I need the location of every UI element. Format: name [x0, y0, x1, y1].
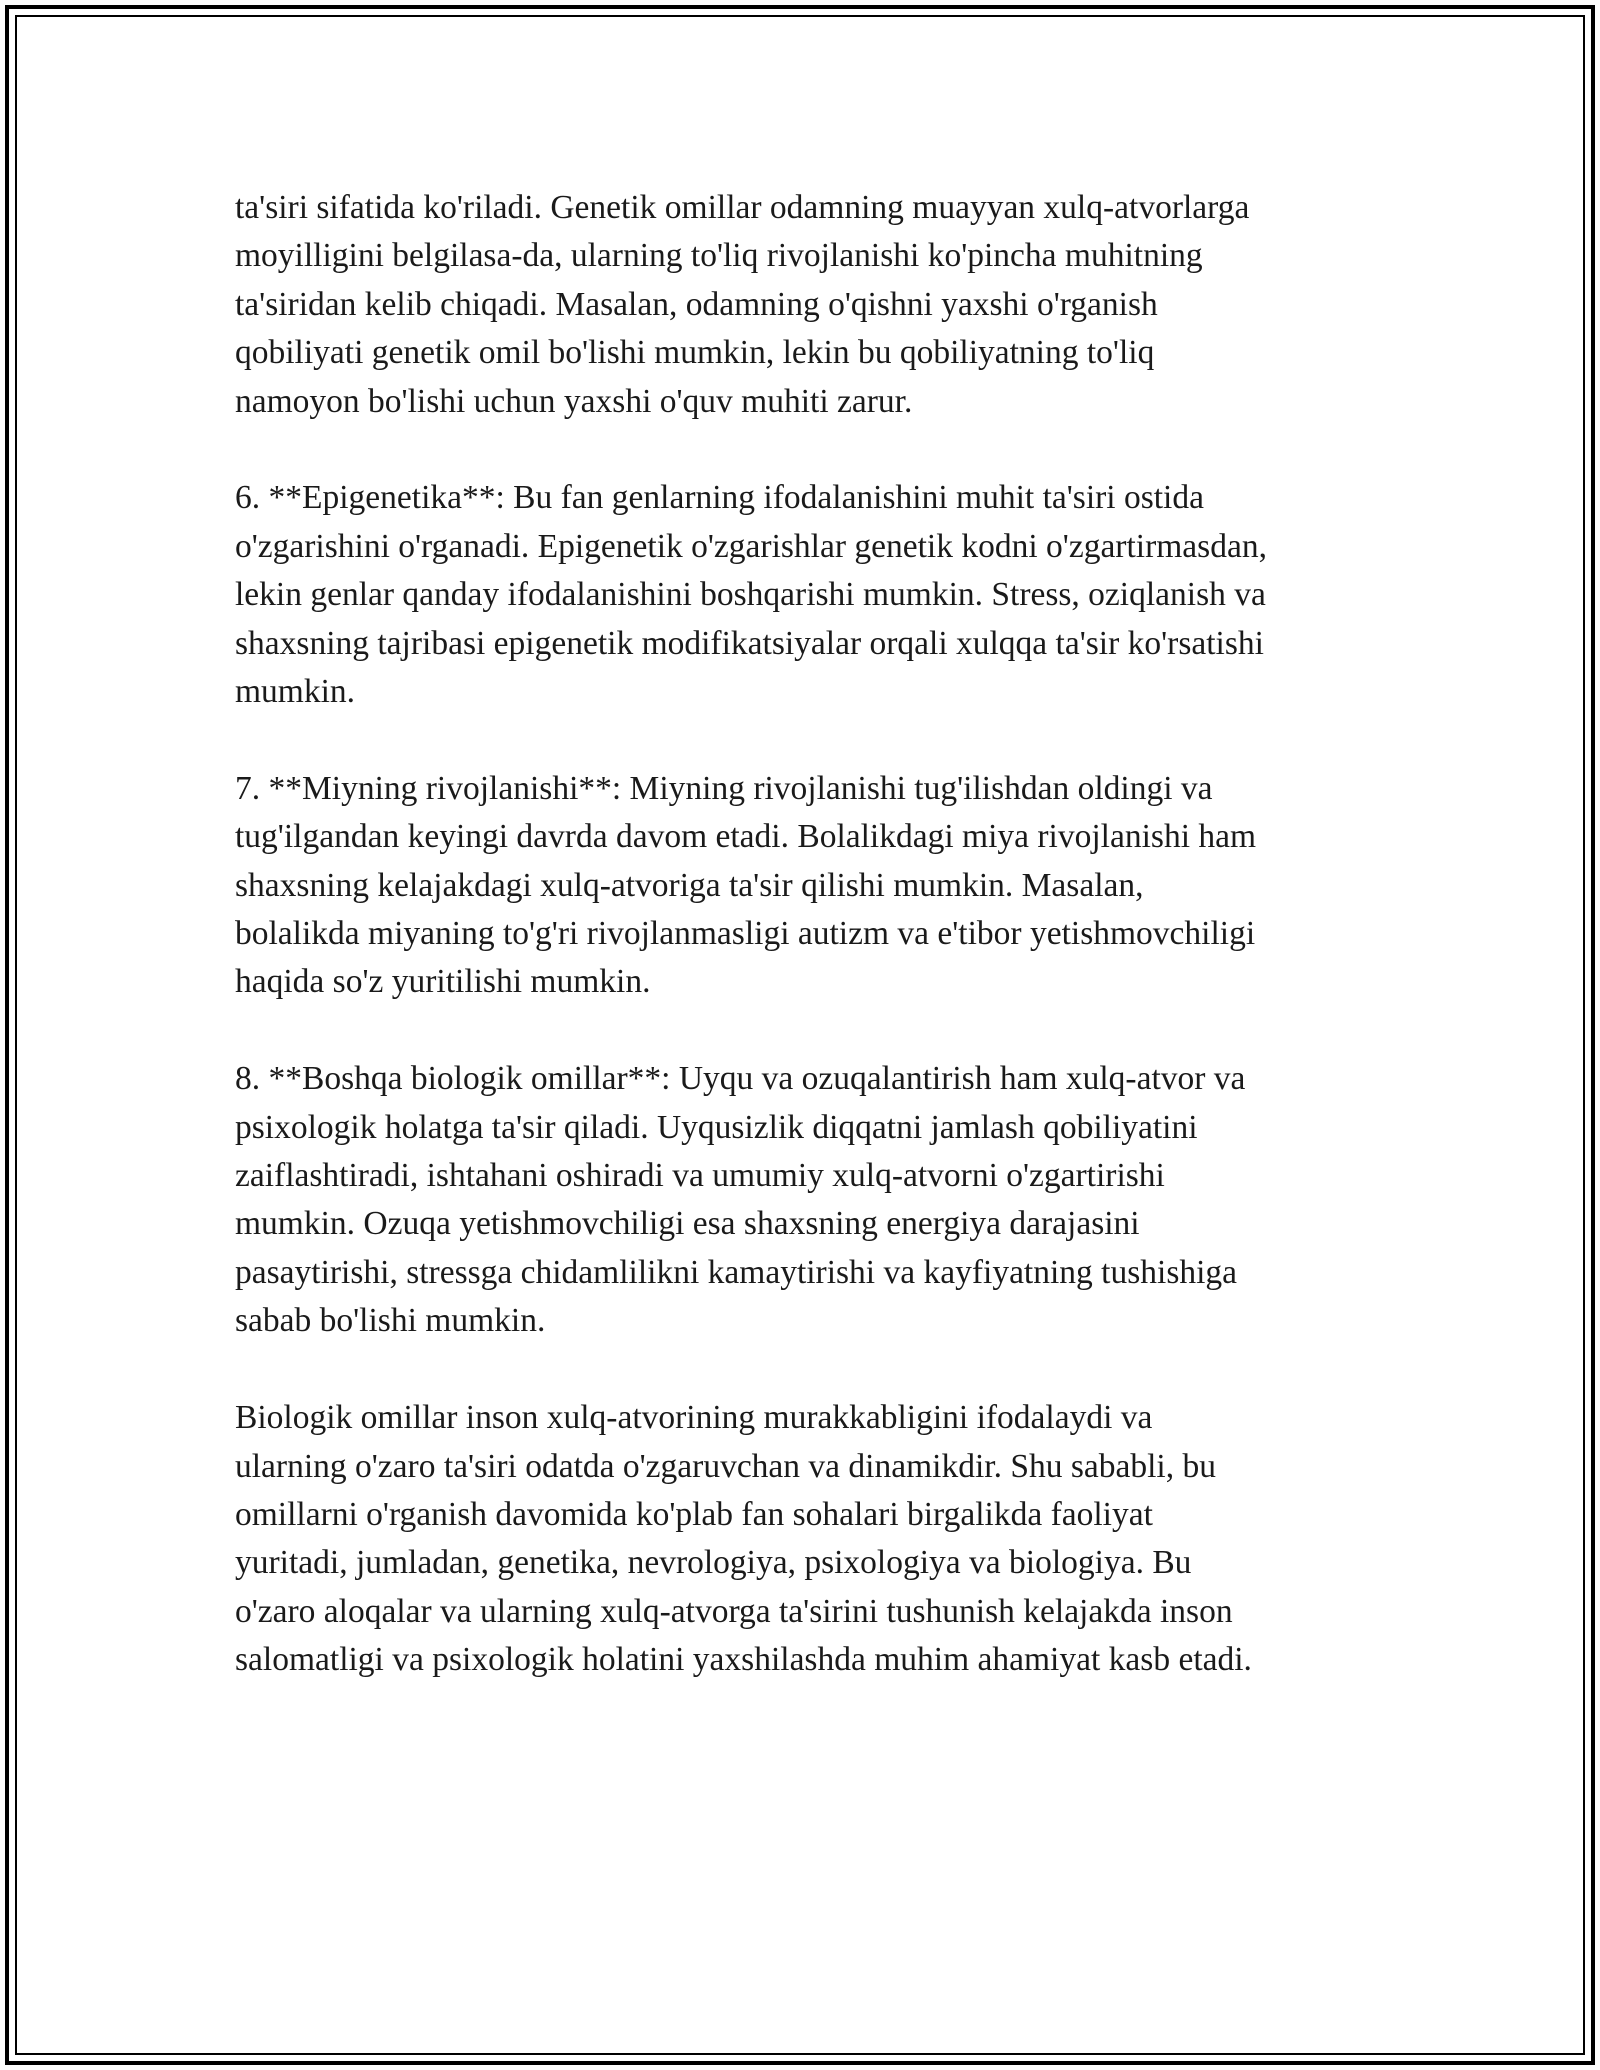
paragraph-boshqa-biologik-omillar: 8. **Boshqa biologik omillar**: Uyqu va ozuqalantirish ham xulq-atvor va psixologik holatga ta'sir qiladi. Uyqusizlik diqqatni jamlash qobiliyatini zaiflashtiradi, ishtahani oshiradi va umumiy xulq-atvorni o'zgartirishi mumkin. Ozuqa yetishmovchiligi esa shaxsning energiya darajasini pasaytirishi, stressga chidamlilikni kamaytirishi va kayfiyatning tushishiga sabab bo'lishi mumkin. [235, 1060, 1246, 1340]
paragraph-conclusion: Biologik omillar inson xulq-atvorining murakkabligini ifodalaydi va ularning o'zaro ta'siri odatda o'zgaruvchan va dinamikdir. Shu sababli, bu omillarni o'rganish davomida ko'plab fan sohalari birgalikda faoliyat yuritadi, jumladan, genetika, nevrologiya, psixologiya va biologiya. Bu o'zaro aloqalar va ularning xulq-atvorga ta'sirini tushunish kelajakda inson salomatligi va psixologik holatini yaxshilashda muhim ahamiyat kasb etadi. [235, 1399, 1252, 1679]
document-body [235, 184, 1385, 1733]
paragraph-intro-continuation: ta'siri sifatida ko'riladi. Genetik omillar odamning muayyan xulq-atvorlarga moyilligini belgilasa-da, ularning to'liq rivojlanishi ko'pincha muhitning ta'siridan kelib chiqadi. Masalan, odamning o'qishni yaxshi o'rganish qobiliyati genetik omil bo'lishi mumkin, lekin bu qobiliyatning to'liq namoyon bo'lishi uchun yaxshi o'quv muhiti zarur. [235, 189, 1250, 420]
paragraph-epigenetika: 6. **Epigenetika**: Bu fan genlarning ifodalanishini muhit ta'siri ostida o'zgarishini o'rganadi. Epigenetik o'zgarishlar genetik kodni o'zgartirmasdan, lekin genlar qanday ifodalanishini boshqarishi mumkin. Stress, oziqlanish va shaxsning tajribasi epigenetik modifikatsiyalar orqali xulqqa ta'sir ko'rsatishi mumkin. [235, 479, 1267, 711]
paragraph-miyning-rivojlanishi: 7. **Miyning rivojlanishi**: Miyning rivojlanishi tug'ilishdan oldingi va tug'ilgandan keyingi davrda davom etadi. Bolalikdagi miya rivojlanishi ham shaxsning kelajakdagi xulq-atvoriga ta'sir qilishi mumkin. Masalan, bolalikda miyaning to'g'ri rivojlanmasligi autizm va e'tibor yetishmovchiligi haqida so'z yuritilishi mumkin. [235, 769, 1257, 1001]
